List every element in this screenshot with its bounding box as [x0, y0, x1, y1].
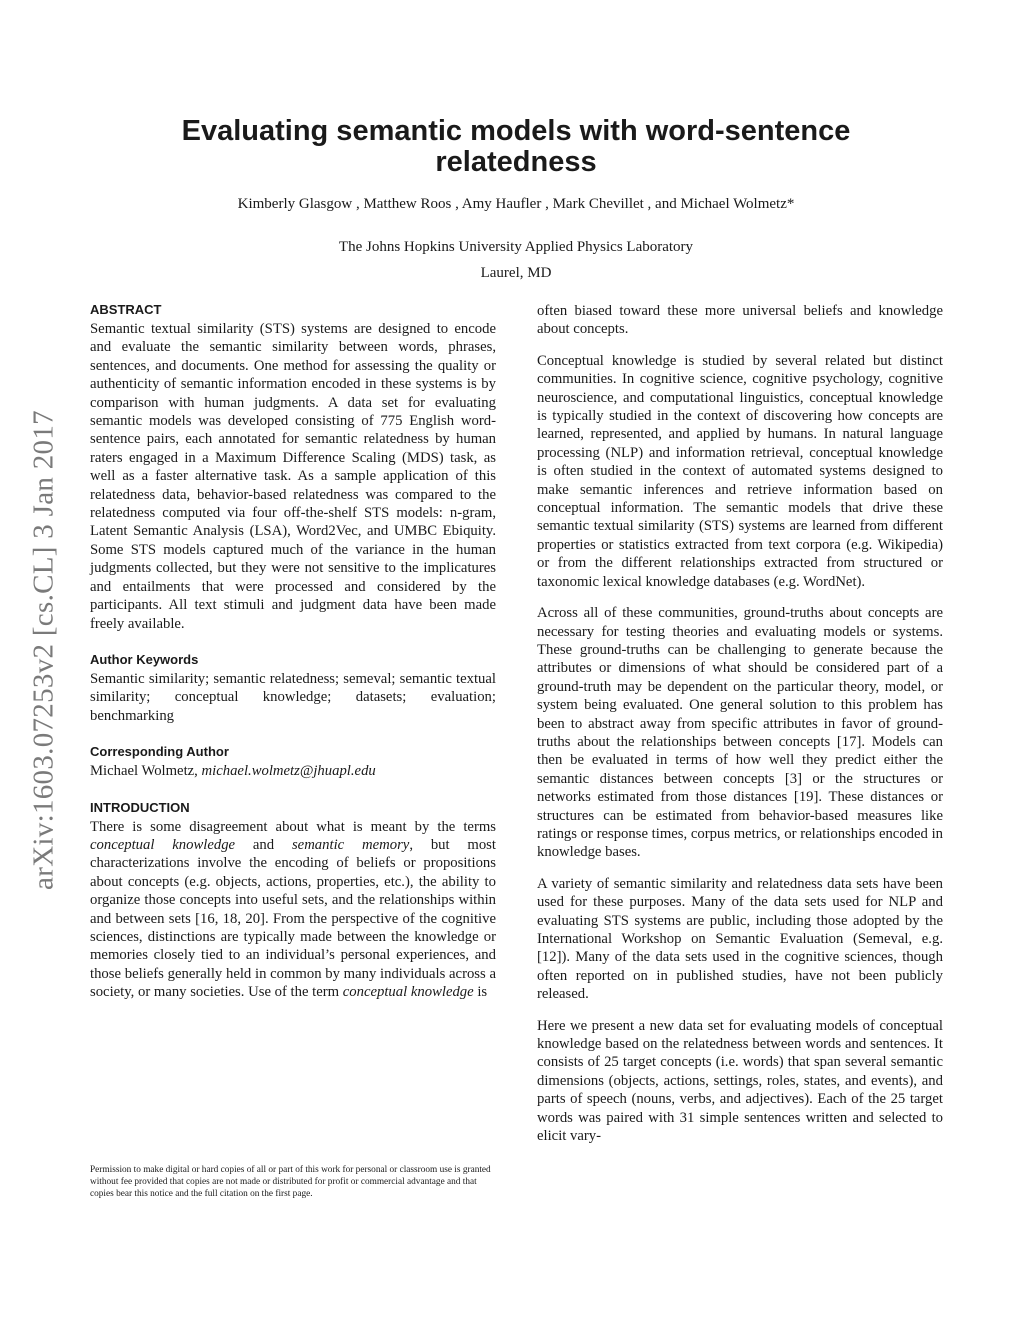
corresponding-author-name: Michael Wolmetz,: [90, 763, 202, 780]
abstract-section: [90, 302, 496, 633]
intro-paragraph-datasets: A variety of semantic similarity and relatedness data sets have been used for these purposes. Many of the data sets used for NLP and evaluating STS systems are public, including those adopted by the International Workshop on Semantic Evaluation (Semeval, e.g. [12]). Many of the data sets used in the cognitive sciences, though often reported on in published studies, have not been publicly released.: [537, 875, 943, 1003]
keywords-section: [90, 652, 496, 725]
intro-term-semantic-memory: semantic memory: [291, 836, 410, 853]
right-column: [537, 302, 943, 1158]
intro-text-a: There is some disagreement about what is meant by the terms: [90, 818, 496, 835]
intro-term-conceptual-knowledge-2: conceptual knowledge: [342, 984, 474, 1001]
abstract-heading: ABSTRACT: [90, 302, 162, 317]
intro-paragraph-communities: Conceptual knowledge is studied by several related but distinct communities. In cognitive science, cognitive psychology, cognitive neuroscience, and computational linguistics, conceptual knowledge is typically studied in the context of discovering how concepts are learned, represented, and applied by humans. In natural language processing (NLP) and information retrieval, conceptual knowledge is often studied in the context of automated systems designed to make semantic inferences and retrieve information based on conceptual information. The semantic models that drive these semantic textual similarity (STS) systems are learned from different properties or statistics extracted from text corpora (e.g. Wikipedia) or from the different relationships extracted from structured or taxonomic lexical knowledge databases (e.g. WordNet).: [537, 352, 943, 590]
abstract-text: Semantic textual similarity (STS) systems are designed to encode and evaluate the semantic similarity between words, phrases, sentences, and documents. One method for assessing the quality or authenticity of semantic information encoded in these systems is by comparison with human judgments. A data set for evaluating semantic models was developed consisting of 775 English word-sentence pairs, each annotated for semantic relatedness by human raters engaged in a Maximum Difference Scaling (MDS) task, as well as a faster alternative task. As a sample application of this relatedness data, behavior-based relatedness was compared to the relatedness computed via four off-the-shelf STS models: n-gram, Latent Semantic Analysis (LSA), Word2Vec, and UMBC Ebiquity. Some STS models captured much of the variance in the human judgments collected, but they were not sensitive to the implicatures and entailments that were processed and considered by the participants. All text stimuli and judgment data have been made freely available.: [90, 321, 496, 632]
title-line-2: relatedness: [435, 146, 597, 178]
intro-text-c: , but most characterizations involve the encoding of beliefs or propositions about concepts (e.g. objects, actions, properties, etc.), the ability to organize those concepts into useful sets, and the relationships within and between sets [16, 18, 20]. From the perspective of the cognitive sciences, distinctions are typically made between the knowledge or memories closely tied to an individual’s personal experiences, and those beliefs generally held in common by many individuals across a society, or many societies. Use of the term: [90, 836, 496, 1001]
author-list: Kimberly Glasgow , Matthew Roos , Amy Haufler , Mark Chevillet , and Michael Wolmetz*: [237, 196, 795, 212]
introduction-paragraph-1: [90, 818, 496, 1002]
intro-term-conceptual-knowledge: conceptual knowledge: [90, 836, 236, 853]
keywords-heading: Author Keywords: [90, 651, 199, 667]
affiliation-institution: The Johns Hopkins University Applied Physics Laboratory: [338, 239, 694, 255]
introduction-section: [90, 800, 496, 1002]
corresponding-author-heading: Corresponding Author: [90, 744, 229, 760]
introduction-heading: INTRODUCTION: [90, 799, 190, 815]
corresponding-author-text: [90, 762, 496, 780]
intro-paragraph-new-dataset: Here we present a new data set for evaluating models of conceptual knowledge based on the relatedness between words and sentences. It consists of 25 target concepts (i.e. words) that span several semantic dimensions (objects, actions, settings, roles, states, and events), and parts of speech (nouns, verbs, and adjectives). Each of the 25 target words was paired with 31 simple sentences written and selected to elicit vary-: [537, 1017, 943, 1145]
affiliation-location: Laurel, MD: [480, 265, 552, 281]
intro-paragraph-ground-truths: Across all of these communities, ground-truths about concepts are necessary for testing theories and evaluating models or systems. These ground-truths can be challenging to generate because the attributes or dimensions of what should be considered part of a ground-truth may be dependent on the particular theory, model, or system being evaluated. One general solution to this problem has been to abstract away from specific attributes in favor of ground-truths about the relationships between concepts [17]. Models can then be evaluated in terms of how well they predict either the semantic distances between concepts [3] or the structures or networks estimated from those distances [19]. These distances or structures can be estimated from behavior-based measures like ratings or response times, corpus metrics, or relationships encoded in knowledge bases.: [537, 605, 943, 861]
intro-text-d: is: [473, 984, 488, 1001]
intro-text-b: and: [235, 836, 292, 853]
arxiv-identifier: arXiv:1603.07253v2 [cs.CL] 3 Jan 2017: [27, 410, 60, 890]
left-column: [90, 302, 496, 1021]
keywords-text: Semantic similarity; semantic relatedness; semeval; semantic textual similarity; conceptual knowledge; datasets; evaluation; benchmarking: [90, 670, 496, 724]
paper-title: [140, 116, 892, 178]
title-line-1: Evaluating semantic models with word-sentence: [181, 115, 851, 147]
intro-continuation: often biased toward these more universal beliefs and knowledge about concepts.: [537, 303, 943, 338]
permission-notice: Permission to make digital or hard copies of all or part of this work for personal or classroom use is granted without fee provided that copies are not made or distributed for profit or commercial advantage and that copies bear this notice and the full citation on the first page.: [90, 1165, 491, 1199]
corresponding-author-email[interactable]: michael.wolmetz@jhuapl.edu: [201, 763, 376, 780]
corresponding-author-section: [90, 744, 496, 780]
